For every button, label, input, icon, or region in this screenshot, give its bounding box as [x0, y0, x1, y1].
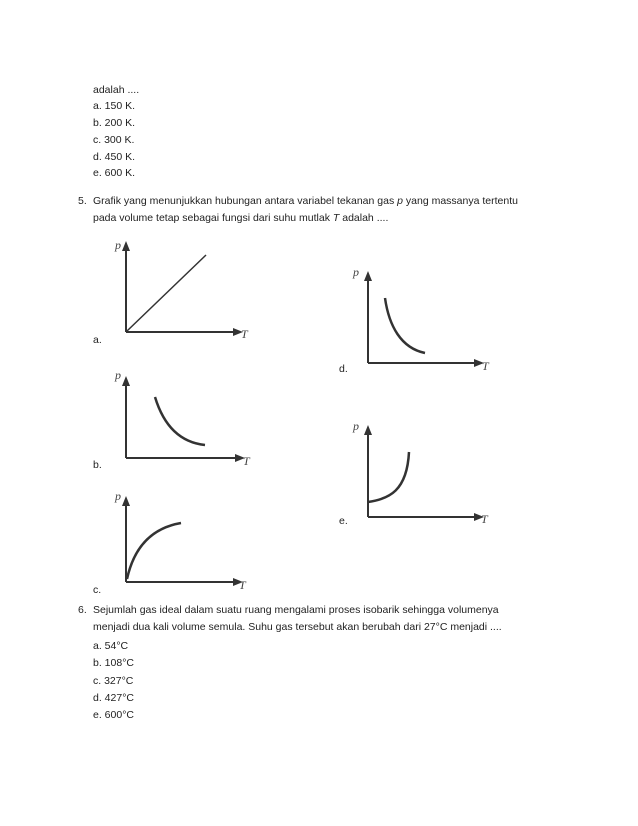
graph-e-xlabel: T: [481, 512, 488, 525]
q4-option-e: e. 600 K.: [93, 167, 136, 179]
q6-option-d: d. 427°C: [93, 692, 134, 704]
graph-d-label: d.: [339, 363, 348, 375]
q4-option-a: a. 150 K.: [93, 100, 136, 112]
graph-b-ylabel: p: [115, 368, 121, 382]
q4-option-b: b. 200 K.: [93, 117, 136, 129]
graph-c-xlabel: T: [239, 578, 246, 590]
q6-option-a: a. 54°C: [93, 640, 129, 652]
q4-lead: adalah ....: [93, 84, 140, 96]
q6-question-line1: Sejumlah gas ideal dalam suatu ruang mengalami proses isobarik sehingga volumenya: [93, 604, 499, 616]
graph-d-ylabel: p: [353, 265, 359, 279]
graph-a-label: a.: [93, 334, 102, 346]
graph-a-xlabel: T: [241, 327, 248, 340]
graph-c: [110, 485, 260, 590]
graph-e-ylabel: p: [353, 419, 359, 433]
graph-b: [110, 365, 265, 465]
q6-option-c: c. 327°C: [93, 675, 134, 687]
q6-number: 6.: [78, 604, 87, 616]
var-T: T: [332, 212, 340, 224]
graph-d-curve: [385, 298, 425, 353]
graph-e-label: e.: [339, 515, 348, 527]
graph-e-curve: [368, 452, 409, 502]
graph-b-curve: [155, 397, 205, 445]
graph-c-ylabel: p: [115, 489, 121, 503]
q6-question-line2: menjadi dua kali volume semula. Suhu gas tersebut akan berubah dari 27°C menjadi ....: [93, 621, 502, 633]
graph-a-line: [127, 255, 206, 331]
graph-b-xlabel: T: [243, 454, 250, 465]
q5-number: 5.: [78, 195, 87, 207]
q6-option-b: b. 108°C: [93, 657, 134, 669]
q4-option-c: c. 300 K.: [93, 134, 135, 146]
var-p: p: [397, 195, 403, 207]
q5-question-line1: Grafik yang menunjukkan hubungan antara variabel tekanan gas p yang massanya tertentu: [93, 195, 518, 207]
graph-d: [345, 260, 495, 370]
graph-c-curve: [127, 523, 181, 579]
graph-a: [110, 235, 260, 340]
q6-option-e: e. 600°C: [93, 709, 134, 721]
graph-d-xlabel: T: [482, 359, 489, 370]
graph-c-label: c.: [93, 584, 102, 596]
graph-e: [345, 415, 495, 525]
graph-b-label: b.: [93, 459, 102, 471]
graph-a-ylabel: p: [115, 238, 121, 252]
q4-option-d: d. 450 K.: [93, 151, 136, 163]
q5-question-line2: pada volume tetap sebagai fungsi dari suhu mutlak T adalah ....: [93, 212, 389, 224]
